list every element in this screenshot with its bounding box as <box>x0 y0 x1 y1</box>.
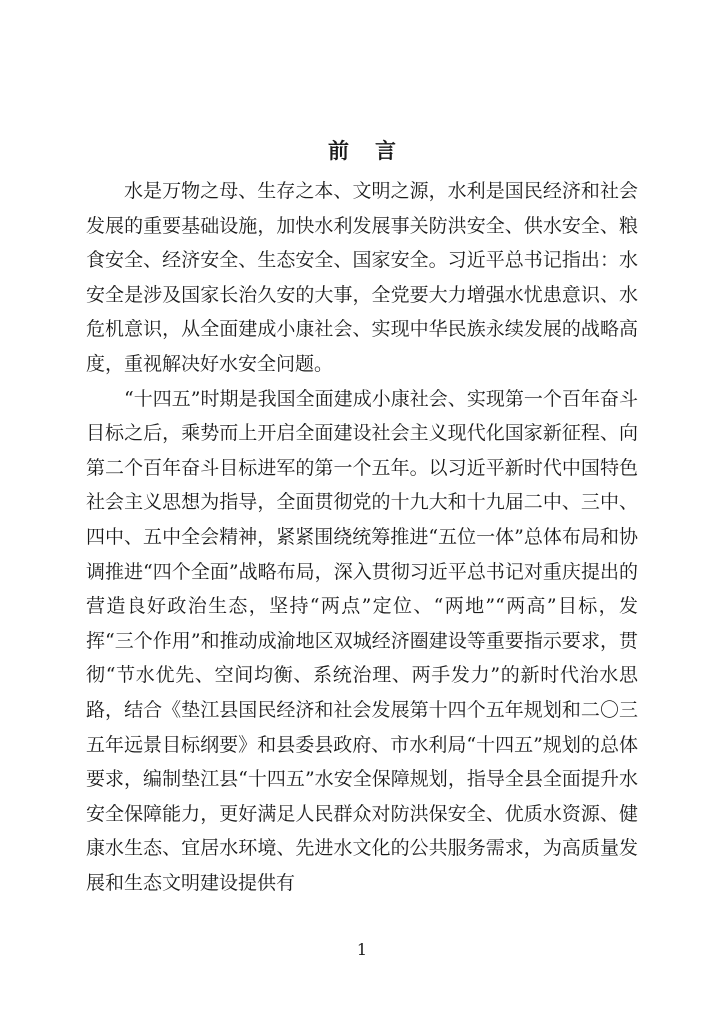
paragraph: “十四五”时期是我国全面建成小康社会、实现第一个百年奋斗目标之后，乘势而上开启全面建设社会主义现代化国家新征程、向第二个百年奋斗目标进军的第一个五年。以习近平新时代中国特色社会主义思想为指导，全面贯彻党的十九大和十九届二中、三中、四中、五中全会精神，紧紧围绕统筹推进“五位一体”总体布局和协调推进“四个全面”战略布局，深入贯彻习近平总书记对重庆提出的营造良好政治生态，坚持“两点”定位、“两地”“两高”目标，发挥“三个作用”和推动成渝地区双城经济圈建设等重要指示要求，贯彻“节水优先、空间均衡、系统治理、两手发力”的新时代治水思路，结合《垫江县国民经济和社会发展第十四个五年规划和二〇三五年远景目标纲要》和县委县政府、市水利局“十四五”规划的总体要求，编制垫江县“十四五”水安全保障规划，指导全县全面提升水安全保障能力，更好满足人民群众对防洪保安全、优质水资源、健康水生态、宜居水环境、先进水文化的公共服务需求，为高质量发展和生态文明建设提供有 <box>86 387 638 894</box>
body-text <box>86 174 638 900</box>
page-title: 前言 <box>328 138 422 163</box>
paragraph: 水是万物之母、生存之本、文明之源，水利是国民经济和社会发展的重要基础设施，加快水利发展事关防洪安全、供水安全、粮食安全、经济安全、生态安全、国家安全。习近平总书记指出：水安全是涉及国家长治久安的大事，全党要大力增强水忧患意识、水危机意识，从全面建成小康社会、实现中华民族永续发展的战略高度，重视解决好水安全问题。 <box>86 180 638 375</box>
page-number: 1 <box>356 940 368 959</box>
